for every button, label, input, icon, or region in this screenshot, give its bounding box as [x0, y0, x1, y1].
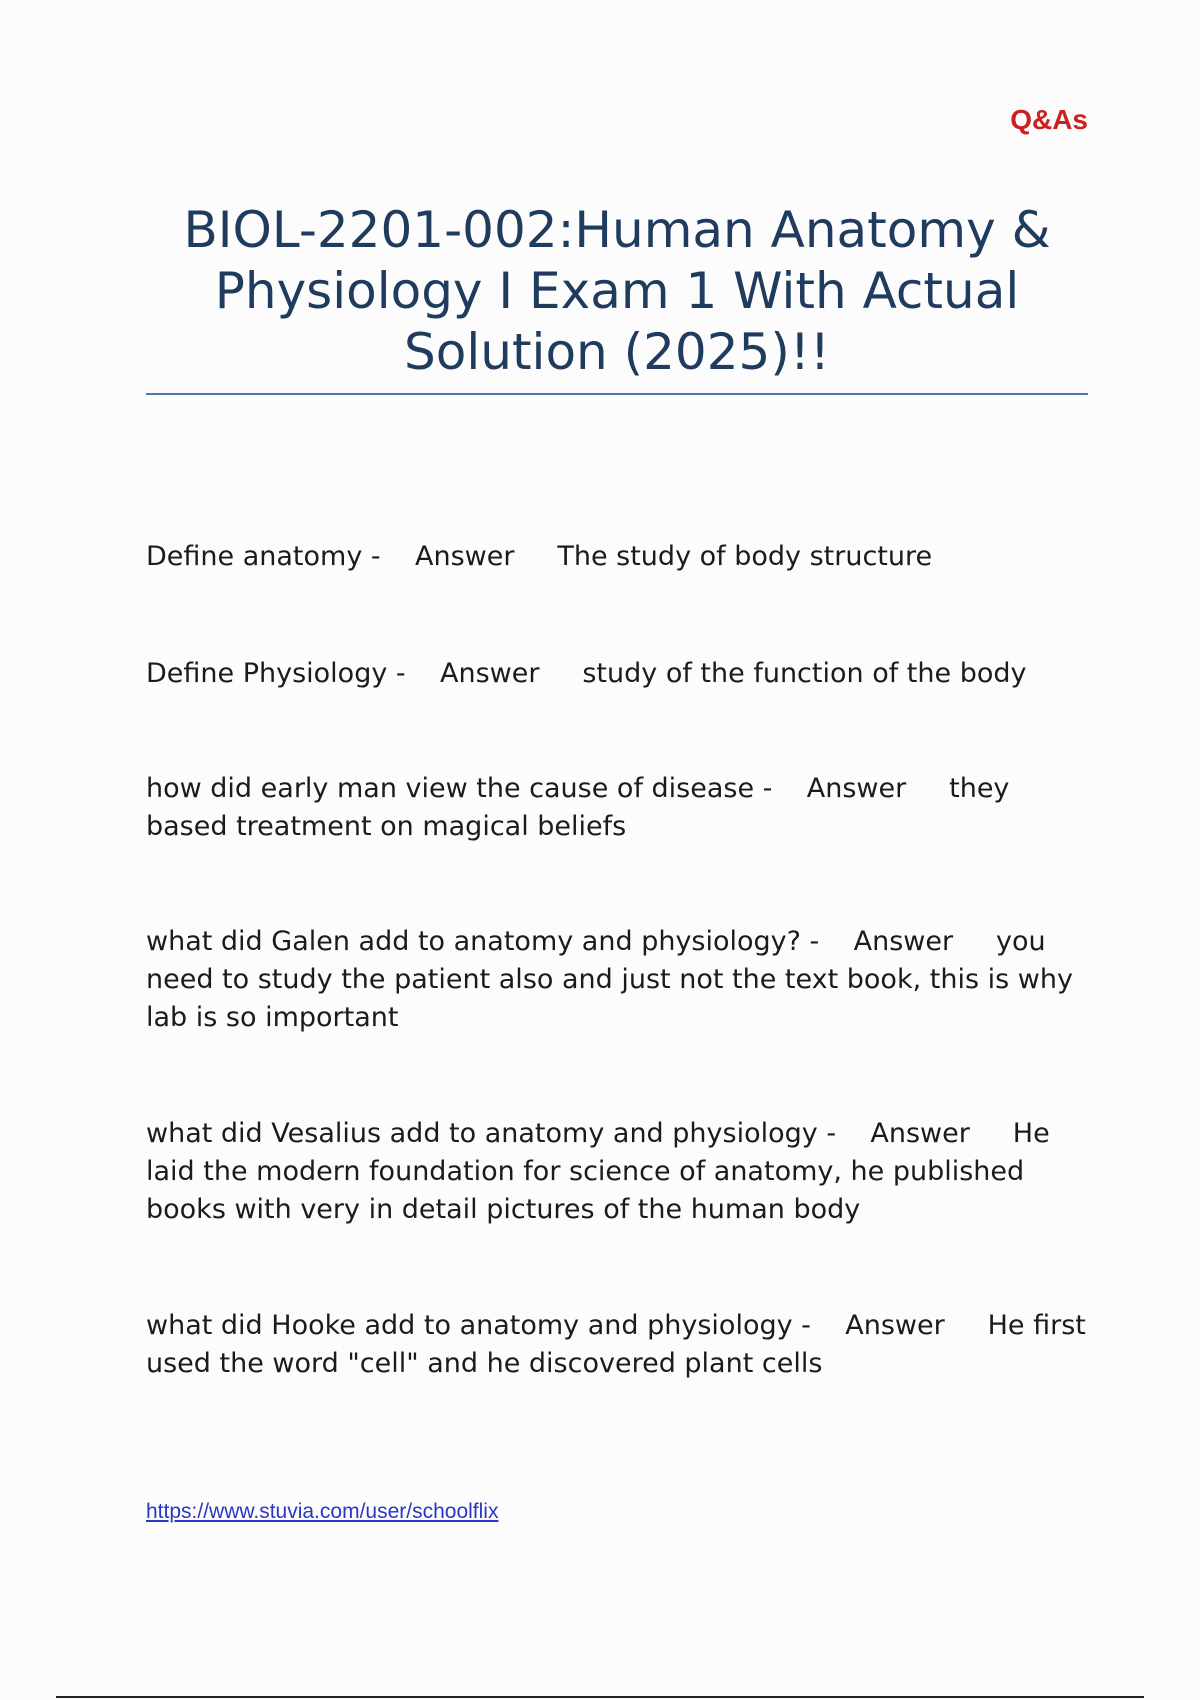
- answer-text: He first used the word "cell" and he discovered plant cells: [146, 1310, 1095, 1379]
- question-text: what did Galen add to anatomy and physiology? -: [146, 926, 820, 957]
- question-text: what did Vesalius add to anatomy and physiology -: [146, 1118, 837, 1149]
- answer-text: you need to study the patient also and just not the text book, this is why lab is so important: [146, 926, 1082, 1033]
- answer-label: Answer: [414, 541, 515, 572]
- qa-item: [146, 538, 1096, 576]
- source-link[interactable]: https://www.stuvia.com/user/schoolflix: [146, 1500, 499, 1523]
- question-text: how did early man view the cause of disease -: [146, 773, 773, 804]
- question-text: Define Physiology -: [146, 658, 406, 689]
- answer-text: study of the function of the body: [582, 658, 1027, 689]
- qa-item: [146, 770, 1096, 846]
- qa-item: [146, 655, 1096, 693]
- qa-item: [146, 923, 1096, 1037]
- footer-divider: [56, 1696, 1144, 1698]
- answer-text: they based treatment on magical beliefs: [146, 773, 1019, 842]
- document-title: BIOL-2201-002:Human Anatomy & Physiology I Exam 1 With Actual Solution (2025)!!: [183, 201, 1051, 381]
- answer-text: He laid the modern foundation for science of anatomy, he published books with very in detail pictures of the human body: [146, 1118, 1059, 1225]
- answer-label: Answer: [439, 658, 540, 689]
- answer-label: Answer: [870, 1118, 970, 1149]
- question-text: what did Hooke add to anatomy and physiology -: [146, 1310, 811, 1341]
- question-text: Define anatomy -: [146, 541, 381, 572]
- answer-label: Answer: [845, 1310, 945, 1341]
- qa-item: [146, 1307, 1096, 1383]
- answer-label: Answer: [806, 773, 907, 804]
- qa-badge: Q&As: [1010, 104, 1088, 135]
- qa-item: [146, 1115, 1096, 1229]
- answer-label: Answer: [853, 926, 954, 957]
- title-divider: [146, 393, 1088, 395]
- answer-text: The study of body structure: [557, 541, 933, 572]
